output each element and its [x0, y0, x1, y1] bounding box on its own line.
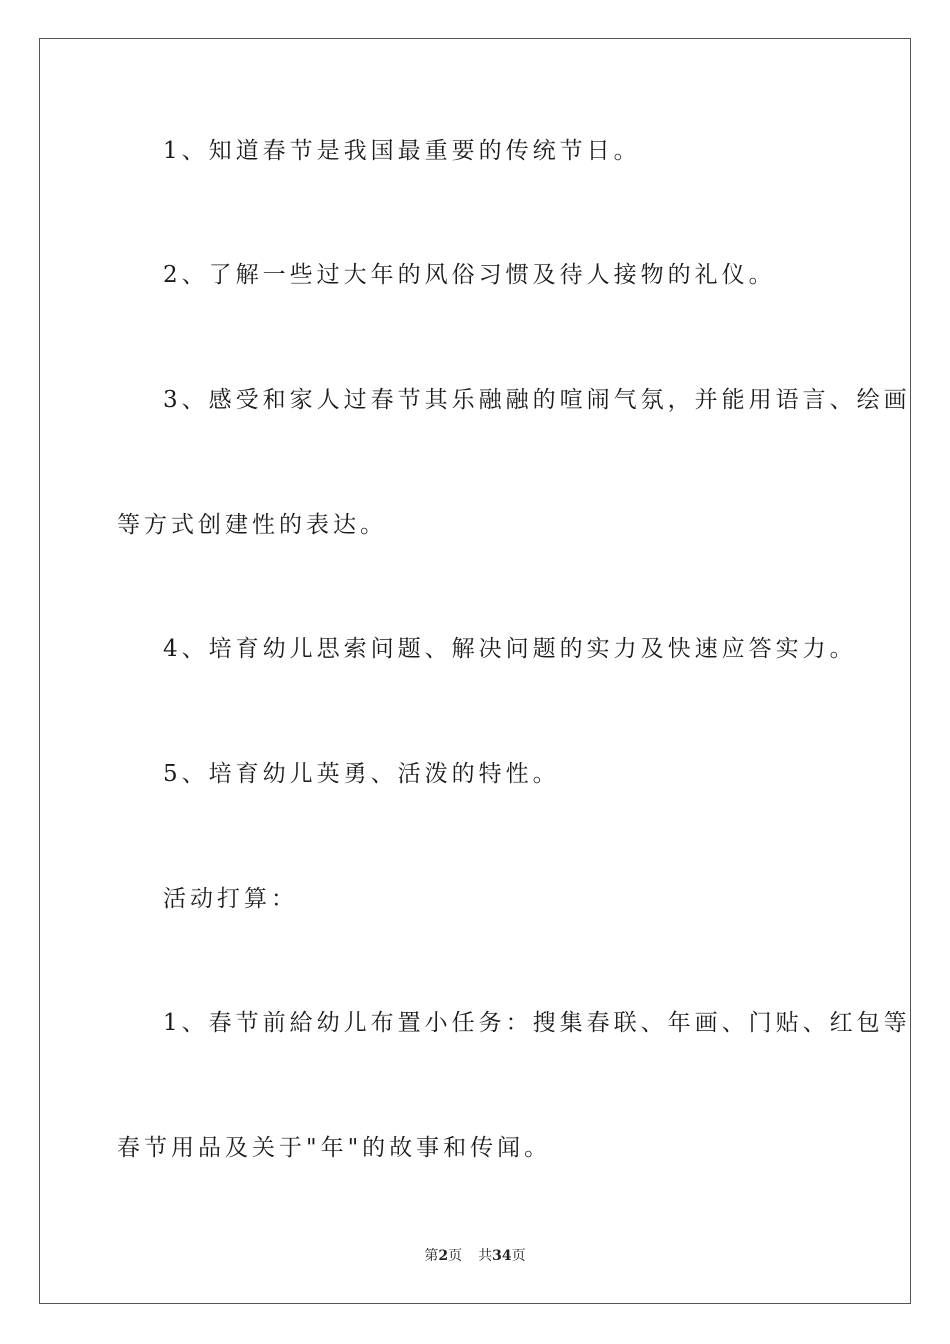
paragraph-plan-1: 1、春节前給幼儿布置小任务：搜集春联、年画、门贴、红包等	[163, 1010, 911, 1036]
footer-total-pages: 34	[492, 1248, 512, 1264]
paragraph-goal-5: 5、培育幼儿英勇、活泼的特性。	[163, 761, 560, 787]
paragraph-plan-1-continued: 春节用品及关于"年"的故事和传闻。	[117, 1135, 552, 1161]
section-heading-activity-plan: 活动打算：	[163, 886, 298, 912]
page-footer	[0, 1246, 950, 1266]
page-frame	[39, 38, 911, 1304]
paragraph-goal-3: 3、感受和家人过春节其乐融融的喧闹气氛，并能用语言、绘画	[163, 387, 911, 413]
footer-total-suffix: 页	[511, 1248, 526, 1264]
paragraph-goal-2: 2、了解一些过大年的风俗习惯及待人接物的礼仪。	[163, 262, 776, 288]
paragraph-goal-1: 1、知道春节是我国最重要的传统节日。	[163, 138, 641, 164]
paragraph-goal-4: 4、培育幼儿思索问题、解决问题的实力及快速应答实力。	[163, 636, 857, 662]
footer-page-suffix: 页	[448, 1248, 463, 1264]
footer-total-prefix: 共	[478, 1248, 493, 1264]
footer-page-prefix: 第	[424, 1248, 439, 1264]
footer-page-number: 2	[438, 1248, 449, 1264]
paragraph-goal-3-continued: 等方式创建性的表达。	[117, 512, 387, 538]
